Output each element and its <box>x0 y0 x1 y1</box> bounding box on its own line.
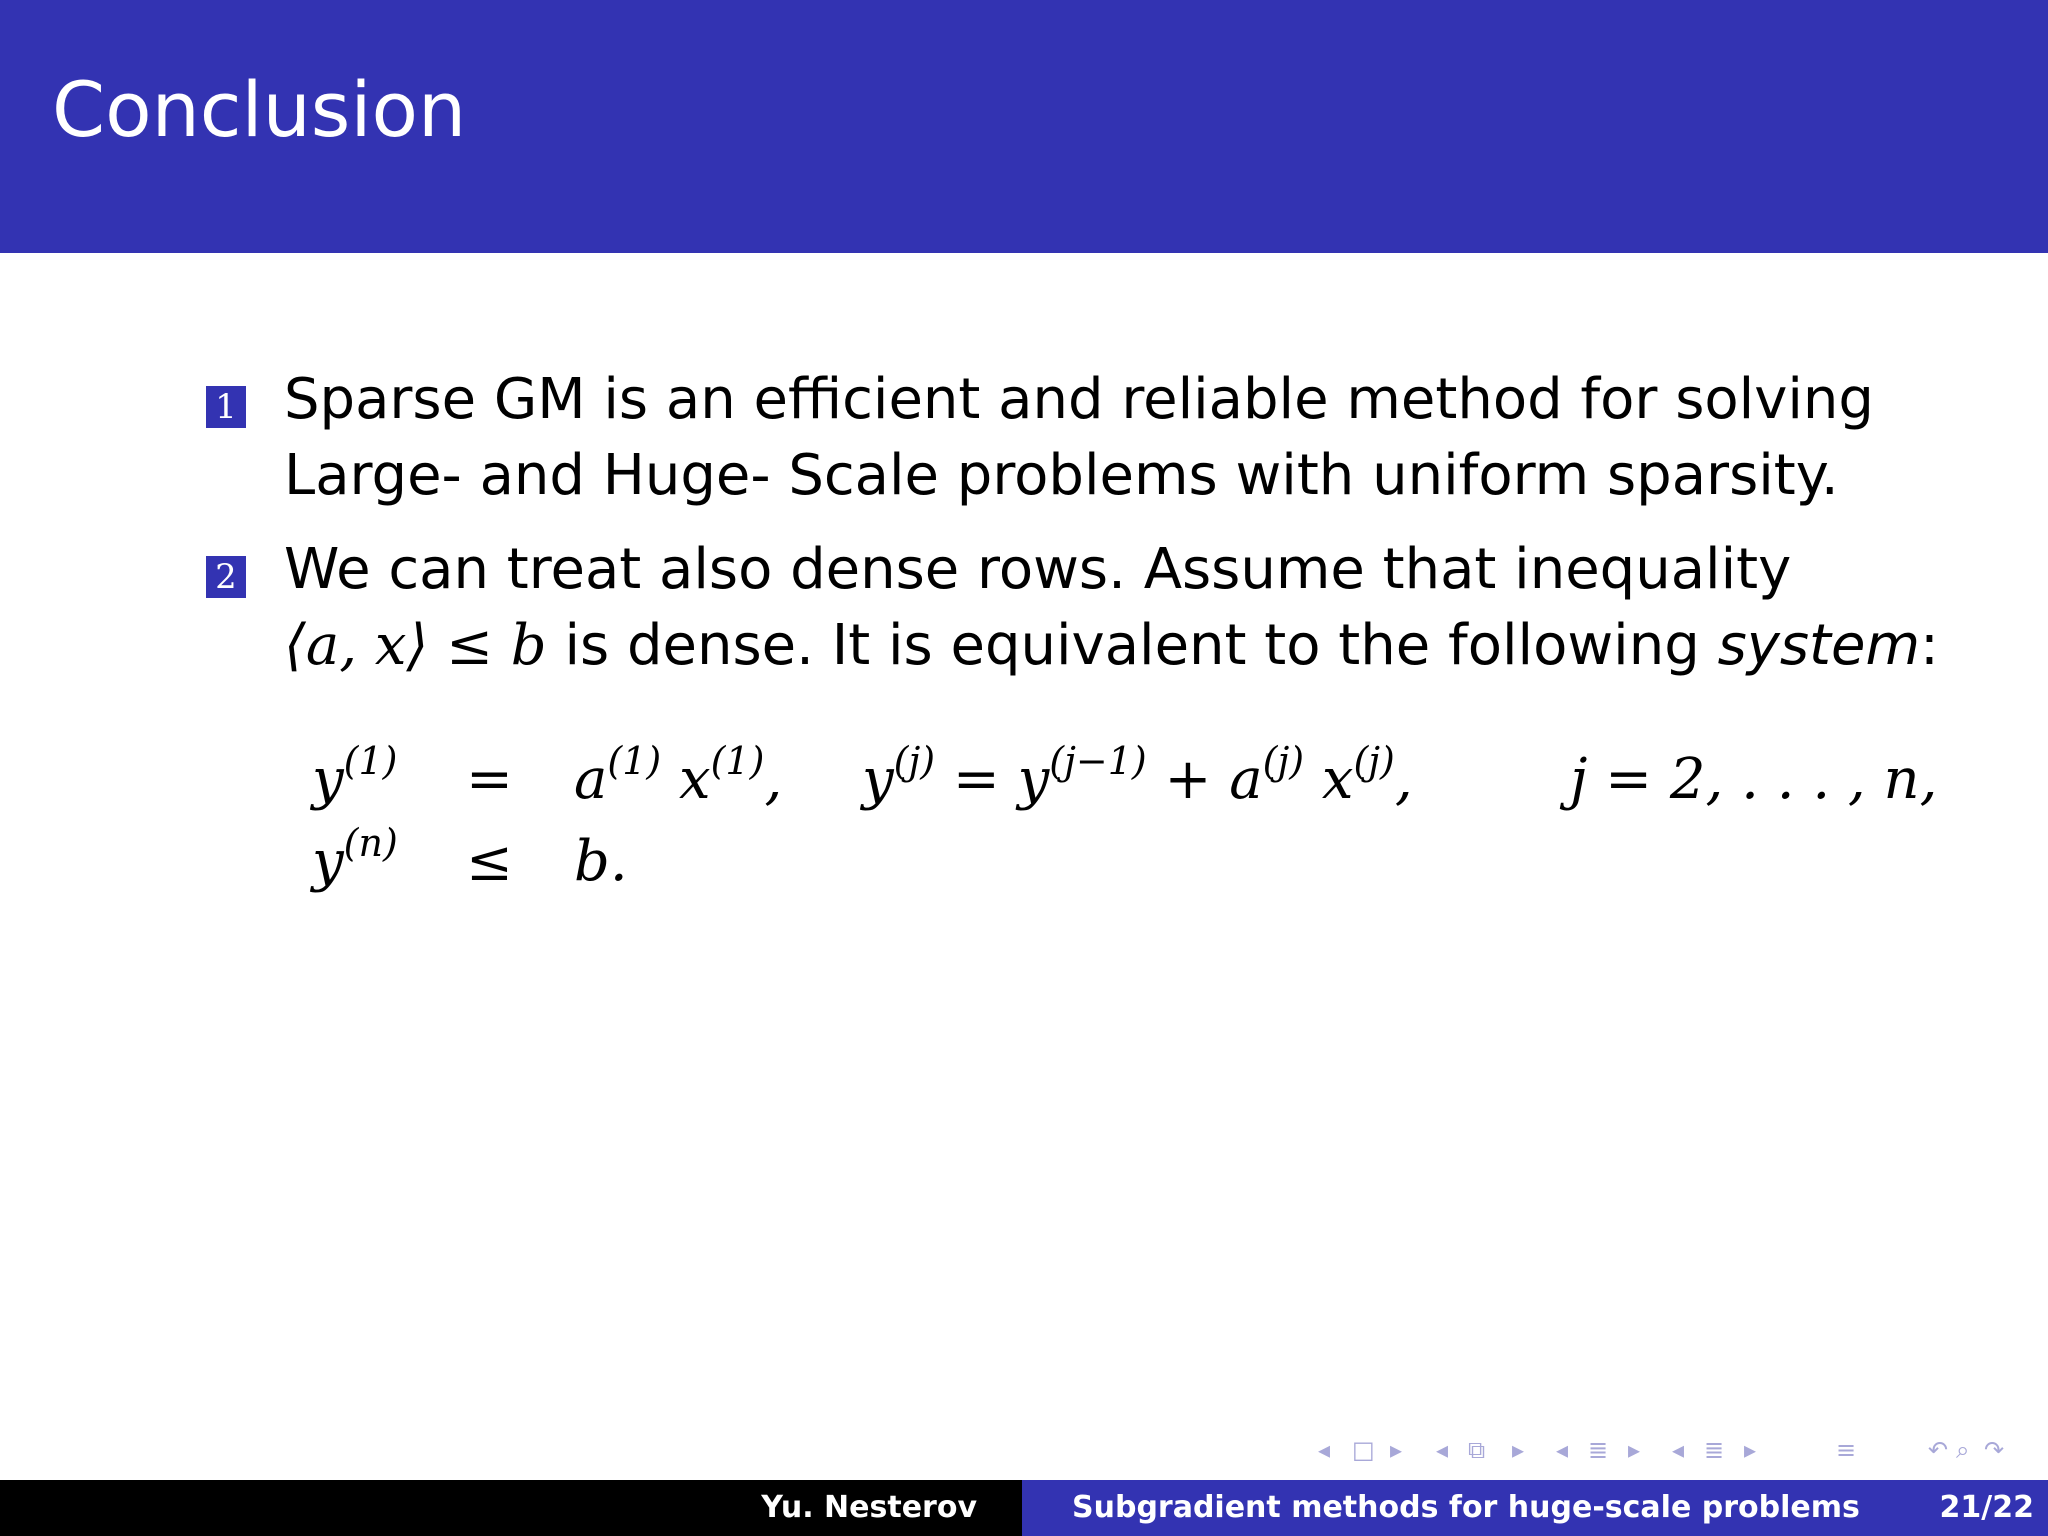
slide-title: Conclusion <box>52 65 467 154</box>
slide-footer <box>0 1480 2048 1536</box>
nav-align-icon[interactable]: ≡ <box>1836 1436 1857 1464</box>
nav-frame-icon[interactable]: □ <box>1352 1436 1375 1464</box>
nav-subsection-prev-icon[interactable]: ◂ <box>1436 1436 1449 1464</box>
footer-talk-title: Subgradient methods for huge-scale problems <box>1072 1490 1860 1525</box>
eq-row1-range: j = 2, . . . , n, <box>1570 747 1938 812</box>
item-1-line-2: Large- and Huge- Scale problems with uniform sparsity. <box>284 443 1839 508</box>
nav-back-icon[interactable]: ↶ <box>1928 1436 1949 1464</box>
eq-row1-rhs: $a^{(1)}$ $x^{(1)}$, <box>574 739 783 812</box>
eq-row2-lhs: $y^{(n)}$ <box>312 821 398 894</box>
nav-doc-next-icon[interactable]: ▸ <box>1744 1436 1757 1464</box>
nav-subsection-icon[interactable]: ⧉ <box>1468 1436 1486 1464</box>
inequality-math: ⟨a, x⟩ ≤ b <box>284 613 547 678</box>
nav-doc-prev-icon[interactable]: ◂ <box>1672 1436 1685 1464</box>
slide-header <box>0 0 2048 253</box>
enum-badge-1: 1 <box>206 386 246 428</box>
nav-section-icon[interactable]: ≣ <box>1588 1436 1609 1464</box>
eq-row2-rhs: b. <box>574 829 628 894</box>
nav-frame-prev-icon[interactable]: ◂ <box>1318 1436 1331 1464</box>
item-1-line-1: Sparse GM is an efficient and reliable method for solving <box>284 367 1874 432</box>
item-2-line-2-text: is dense. It is equivalent to the following <box>546 613 1718 678</box>
footer-author-box <box>0 1480 1022 1536</box>
nav-subsection-next-icon[interactable]: ▸ <box>1512 1436 1525 1464</box>
nav-search-icon[interactable]: ⌕ <box>1956 1436 1970 1464</box>
navigation-bar <box>1300 1432 2020 1468</box>
footer-page-number: 21/22 <box>1939 1490 2034 1525</box>
nav-doc-icon[interactable]: ≣ <box>1704 1436 1725 1464</box>
eq-row1-second: $y^{(j)} = y^{(j-1)} + a^{(j)}$ $x^{(j)}$, <box>862 739 1413 812</box>
eq-row1-lhs: $y^{(1)}$ <box>312 739 398 812</box>
nav-section-next-icon[interactable]: ▸ <box>1628 1436 1641 1464</box>
footer-author: Yu. Nesterov <box>761 1490 977 1525</box>
system-emphasis: system <box>1717 613 1921 678</box>
nav-section-prev-icon[interactable]: ◂ <box>1556 1436 1569 1464</box>
item-2-line-1: We can treat also dense rows. Assume that inequality <box>284 537 1792 602</box>
eq-row1-rel: = <box>466 747 513 812</box>
item-2-line-2-end: : <box>1920 613 1939 678</box>
footer-title-box <box>1022 1480 2048 1536</box>
nav-forward-icon[interactable]: ↷ <box>1984 1436 2005 1464</box>
item-2-line-2 <box>284 613 1939 678</box>
eq-row2-rel: ≤ <box>466 829 513 894</box>
nav-frame-next-icon[interactable]: ▸ <box>1390 1436 1403 1464</box>
enum-badge-2: 2 <box>206 556 246 598</box>
